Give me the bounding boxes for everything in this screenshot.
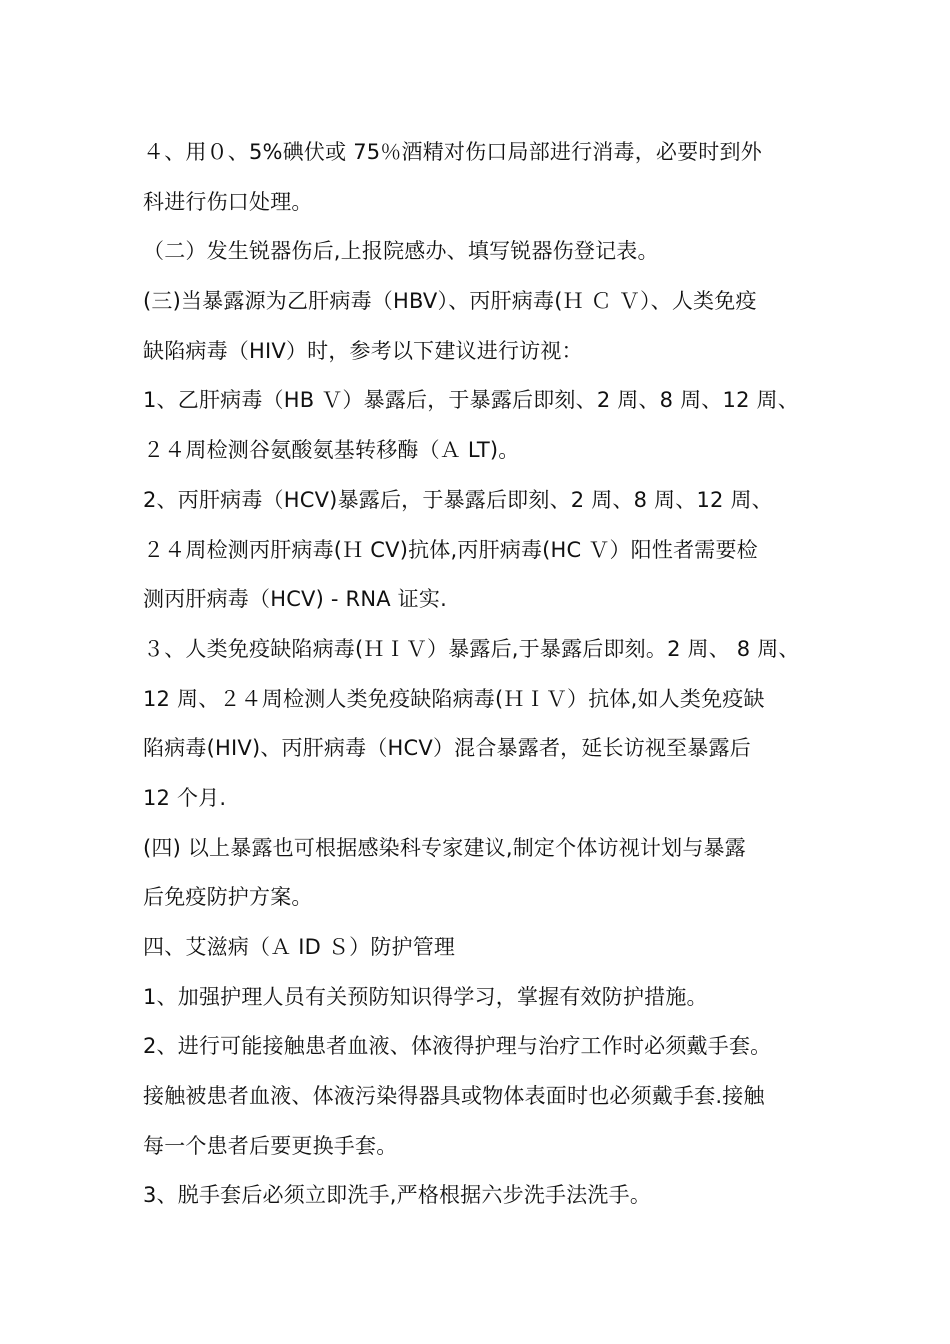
text-line: 测丙肝病毒（HCV) - RNA 证实. [143, 587, 447, 612]
text-line: (三)当暴露源为乙肝病毒（HBV）、丙肝病毒(Ｈ Ｃ Ｖ）、人类免疫 [143, 289, 757, 314]
section-heading: 四、艾滋病（Ａ ID Ｓ）防护管理 [143, 935, 456, 959]
text-line: （二）发生锐器伤后,上报院感办、填写锐器伤登记表。 [143, 239, 659, 264]
text-line: 后免疫防护方案。 [143, 885, 313, 910]
text-line: 接触被患者血液、体液污染得器具或物体表面时也必须戴手套.接触 [143, 1084, 765, 1109]
text-line: 12 周、２４周检测人类免疫缺陷病毒(ＨＩＶ）抗体,如人类免疫缺 [143, 686, 765, 711]
text-line: 12 个月. [143, 785, 227, 810]
text-line: 科进行伤口处理。 [143, 189, 313, 214]
text-line: 1、加强护理人员有关预防知识得学习，掌握有效防护措施。 [143, 984, 708, 1009]
text-line: ２４周检测丙肝病毒(Ｈ CV)抗体,丙肝病毒(HC Ｖ）阳性者需要检 [143, 537, 758, 562]
text-line: 陷病毒(HIV)、丙肝病毒（HCV）混合暴露者，延长访视至暴露后 [143, 736, 751, 761]
text-line: ３、人类免疫缺陷病毒(ＨＩＶ）暴露后,于暴露后即刻。2 周、 8 周、 [143, 636, 800, 661]
text-line: (四) 以上暴露也可根据感染科专家建议,制定个体访视计划与暴露 [143, 835, 746, 860]
text-line: ２４周检测谷氨酸氨基转移酶（Ａ LT)。 [143, 438, 520, 463]
document-body [143, 128, 833, 1221]
text-line: ４、用０、5%碘伏或 75％酒精对伤口局部进行消毒，必要时到外 [143, 140, 762, 164]
text-line: 缺陷病毒（HIV）时，参考以下建议进行访视： [143, 338, 583, 363]
text-line: 2、进行可能接触患者血液、体液得护理与治疗工作时必须戴手套。 [143, 1034, 772, 1059]
text-line: 2、丙肝病毒（HCV)暴露后，于暴露后即刻、2 周、8 周、12 周、 [143, 487, 773, 512]
text-line: 1、乙肝病毒（HB Ｖ）暴露后，于暴露后即刻、2 周、8 周、12 周、 [143, 388, 799, 413]
text-line: 每一个患者后要更换手套。 [143, 1133, 398, 1158]
text-line: 3、脱手套后必须立即洗手,严格根据六步洗手法洗手。 [143, 1183, 652, 1208]
